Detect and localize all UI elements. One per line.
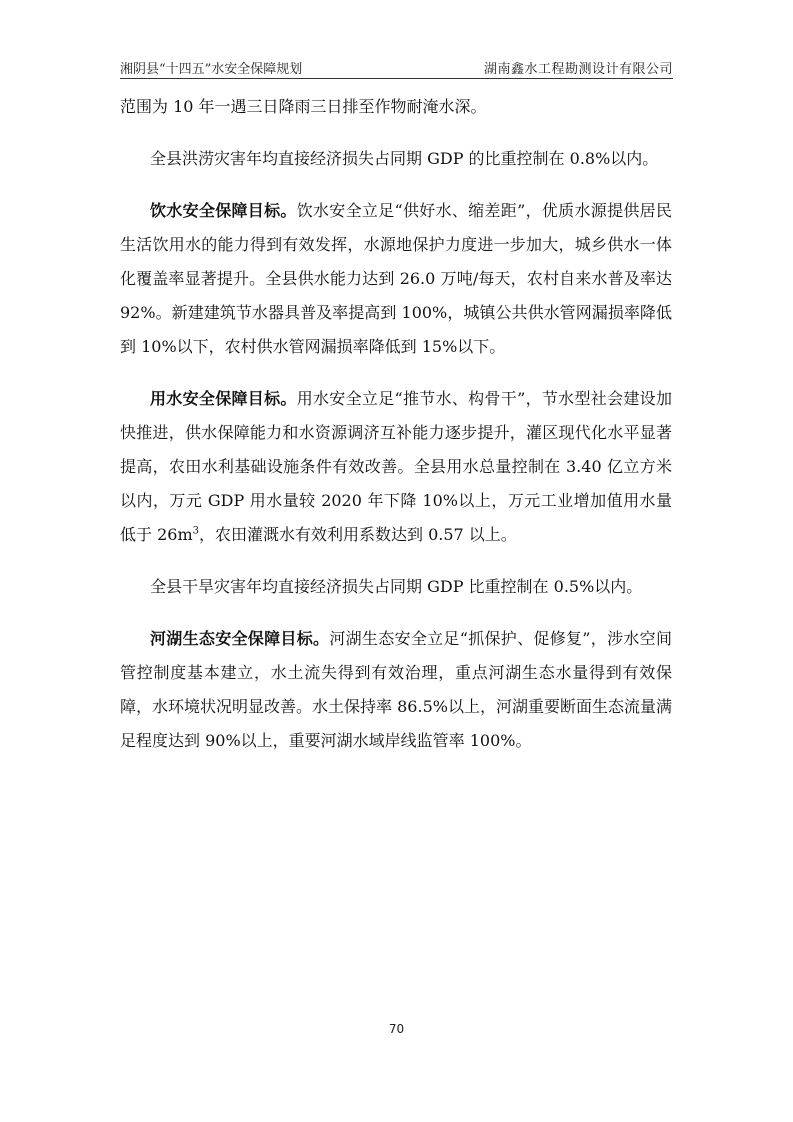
paragraph-drainage-standard (120, 90, 672, 124)
paragraph-text: 范围为 10 年一遇三日降雨三日排至作物耐淹水深。 (120, 97, 487, 116)
paragraph-drinking-water-target (120, 194, 672, 364)
paragraph-text-continued: ，农田灌溉水有效利用系数达到 0.57 以上。 (199, 525, 517, 544)
paragraph-text: 全县洪涝灾害年均直接经济损失占同期 GDP 的比重控制在 0.8%以内。 (150, 149, 659, 168)
paragraph-flood-loss-target (120, 142, 672, 176)
paragraph-water-use-target (120, 382, 672, 552)
page-number: 70 (388, 1022, 405, 1036)
paragraph-text: 用水安全立足“推节水、构骨干”，节水型社会建设加快推进，供水保障能力和水资源调济互补能力逐步提升，灌区现代化水平显著提高，农田水利基础设施条件有效改善。全县用水总量控制在 3.40 亿立方米以内，万元 GDP 用水量较 2020 年下降 10%以上，万元工业增加值用水量低于 26m (120, 389, 672, 544)
paragraph-drought-loss-target (120, 570, 672, 604)
header-organization: 湖南鑫水工程勘测设计有限公司 (483, 62, 673, 77)
paragraph-heading: 用水安全保障目标。 (150, 389, 297, 408)
paragraph-text: 饮水安全立足“供好水、缩差距”，优质水源提供居民生活饮用水的能力得到有效发挥，水源地保护力度进一步加大，城乡供水一体化覆盖率显著提升。全县供水能力达到 26.0 万吨/每天，农村自来水普及率达 92%。新建建筑节水器具普及率提高到 100%，城镇公共供水管网漏损率降低到 10%以下，农村供水管网漏损率降低到 15%以下。 (120, 201, 672, 356)
superscript-exponent: 3 (192, 525, 199, 537)
paragraph-text: 河湖生态安全立足“抓保护、促修复”，涉水空间管控制度基本建立，水土流失得到有效治理，重点河湖生态水量得到有效保障，水环境状况明显改善。水土保持率 86.5%以上，河湖重要断面生态流量满足程度达到 90%以上，重要河湖水域岸线监管率 100%。 (120, 629, 672, 750)
page-header (120, 56, 673, 79)
document-body (120, 90, 672, 776)
paragraph-heading: 饮水安全保障目标。 (150, 201, 297, 220)
header-document-title: 湘阴县“十四五”水安全保障规划 (120, 62, 303, 77)
paragraph-heading: 河湖生态安全保障目标。 (150, 629, 330, 648)
paragraph-river-lake-ecology-target (120, 622, 672, 758)
paragraph-text: 全县干旱灾害年均直接经济损失占同期 GDP 比重控制在 0.5%以内。 (150, 577, 643, 596)
